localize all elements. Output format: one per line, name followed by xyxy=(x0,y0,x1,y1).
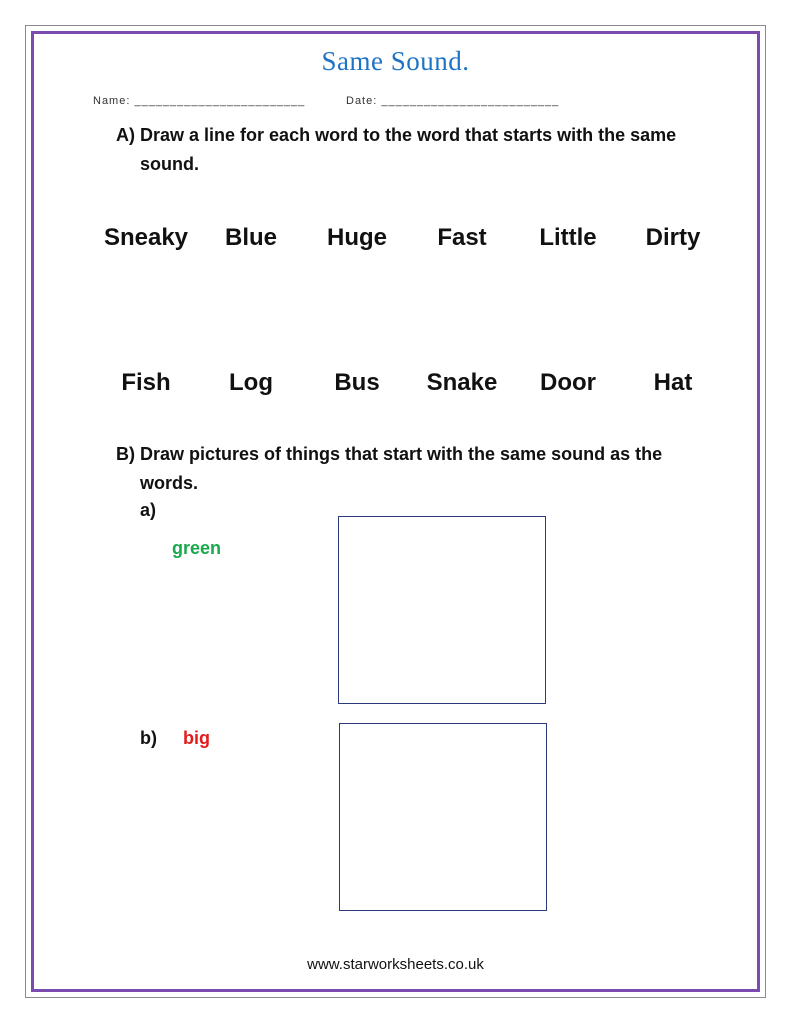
item-a-label: a) xyxy=(140,500,157,520)
bottom-word: Fish xyxy=(121,369,171,396)
section-a-marker: A) xyxy=(116,125,135,145)
bottom-word: Hat xyxy=(653,369,693,396)
prompt-word-green: green xyxy=(172,538,222,558)
top-word: Blue xyxy=(224,224,277,251)
section-b-instruction-line1: Draw pictures of things that start with the same sound as the xyxy=(140,444,663,464)
drawing-box-a[interactable] xyxy=(338,516,546,704)
bottom-word: Log xyxy=(229,369,273,396)
section-a-instruction xyxy=(116,121,716,179)
footer-website: www.starworksheets.co.uk xyxy=(307,956,484,973)
prompt-word-big: big xyxy=(183,728,210,748)
drawing-box-b[interactable] xyxy=(339,723,547,911)
section-a-instruction-line1: Draw a line for each word to the word that starts with the same xyxy=(140,125,677,145)
worksheet-title: Same Sound. xyxy=(321,46,470,76)
bottom-word: Bus xyxy=(334,369,380,396)
top-word: Sneaky xyxy=(103,224,189,251)
bottom-word: Snake xyxy=(426,369,498,396)
section-b-instruction-line2: words. xyxy=(140,473,199,493)
item-b-label: b) xyxy=(140,728,157,748)
top-word: Fast xyxy=(437,224,487,251)
top-word: Huge xyxy=(327,224,387,251)
top-word: Dirty xyxy=(645,224,701,251)
name-field[interactable]: Name: ________________________ xyxy=(93,95,306,107)
section-b-instruction xyxy=(116,440,716,498)
section-a-instruction-line2: sound. xyxy=(140,154,199,174)
date-field[interactable]: Date: _________________________ xyxy=(346,95,560,107)
bottom-word: Door xyxy=(540,369,596,396)
top-word: Little xyxy=(539,224,597,251)
section-b-marker: B) xyxy=(116,444,135,464)
